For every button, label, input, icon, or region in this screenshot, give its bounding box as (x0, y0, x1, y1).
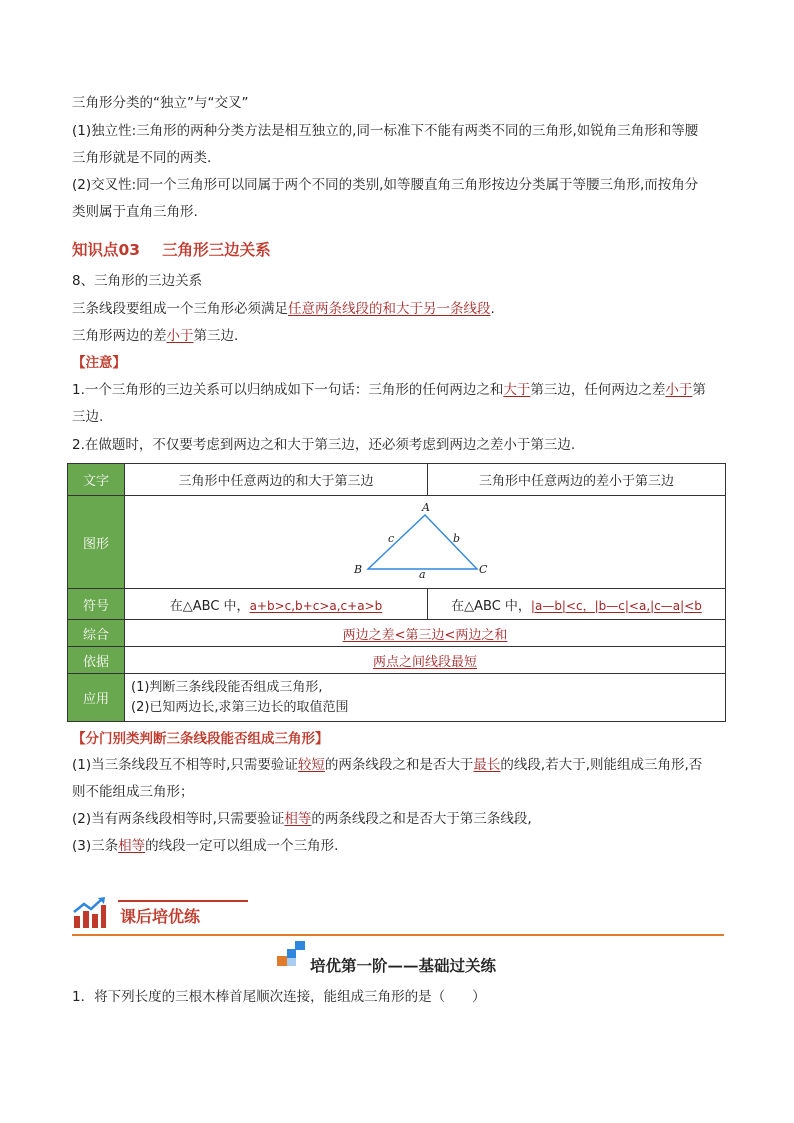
note-label: 【注意】 (72, 355, 126, 371)
row-header-symbol: 符号 (68, 589, 125, 620)
summary-text: 两边之差<第三边<两边之和 (342, 627, 508, 643)
symbol-sum-prefix: 在△ABC 中， (169, 598, 250, 614)
after-class-accent-bar (118, 900, 248, 902)
intro-paragraph-2-line-2: 类则属于直角三角形. (72, 204, 198, 220)
triangle-relation-table (67, 463, 726, 722)
method-1-answer-1: 较短 (297, 757, 325, 773)
side-c-label: c (388, 531, 395, 545)
row-header-application: 应用 (68, 674, 125, 722)
rule-diff-answer: 小于 (166, 328, 194, 344)
method-3-end: 的线段一定可以组成一个三角形. (145, 838, 339, 854)
side-b-label: b (453, 531, 461, 545)
symbol-diff-prefix: 在△ABC 中， (451, 598, 531, 614)
after-class-title: 课后培优练 (120, 907, 201, 926)
section-name: 三角形三边关系 (162, 241, 271, 259)
intro-heading: 三角形分类的“独立”与“交叉” (72, 95, 249, 111)
item-8-heading: 8、三角形的三边关系 (72, 273, 203, 289)
vertex-c-label: C (479, 562, 488, 576)
table-row-summary (68, 620, 726, 647)
table-row-symbol (68, 589, 726, 620)
rule-diff-end: 第三边． (193, 328, 248, 344)
rule-difference (72, 326, 248, 346)
method-3-answer: 相等 (118, 838, 146, 854)
basis-cell (125, 647, 726, 674)
method-1-end: 的线段,若大于,则能组成三角形,否 (500, 757, 703, 773)
method-1-line-1 (72, 755, 702, 775)
note-1-answer-2: 小于 (665, 382, 693, 398)
note-2: 2.在做题时，不仅要考虑到两边之和大于第三边，还必须考虑到两边之差小于第三边. (72, 437, 576, 453)
section-title (72, 240, 271, 260)
table-row-figure (68, 496, 726, 589)
method-2 (72, 809, 532, 829)
text-difference-cell: 三角形中任意两边的差小于第三边 (428, 464, 726, 496)
stage-title: 培优第一阶——基础过关练 (310, 956, 497, 975)
text-sum-cell: 三角形中任意两边的和大于第三边 (125, 464, 428, 496)
vertex-b-label: B (354, 562, 363, 576)
row-header-summary: 综合 (68, 620, 125, 647)
application-line-1: (1)判断三条线段能否组成三角形, (131, 679, 323, 695)
note-1-line-2: 三边. (72, 409, 104, 425)
row-header-basis: 依据 (68, 647, 125, 674)
table-row-text (68, 464, 726, 496)
application-cell (125, 674, 726, 722)
method-1-line-2: 则不能组成三角形； (72, 784, 194, 800)
intro-paragraph-1-line-2: 三角形就是不同的两类. (72, 150, 212, 166)
application-line-2: (2)已知两边长,求第三边长的取值范围 (131, 699, 349, 715)
rule-sum-end: . (490, 301, 495, 317)
note-1-line-1 (72, 380, 706, 400)
table-row-basis (68, 647, 726, 674)
rule-sum (72, 299, 495, 319)
question-1: 1．将下列长度的三根木棒首尾顺次连接，能组成三角形的是（ ） (72, 989, 486, 1005)
method-1-text: (1)当三条线段互不相等时,只需要验证 (72, 757, 298, 773)
note-1-mid: 第三边，任何两边之差 (530, 382, 666, 398)
intro-paragraph-1-line-1: (1)独立性:三角形的两种分类方法是相互独立的,同一标准下不能有两类不同的三角形,如锐角三角形和等腰 (72, 123, 699, 139)
symbol-sum-cell (125, 589, 428, 620)
stairs-icon (276, 940, 306, 968)
method-2-text: (2)当有两条线段相等时,只需要验证 (72, 811, 285, 827)
figure-cell (125, 496, 726, 589)
note-1-answer-1: 大于 (503, 382, 531, 398)
method-1-mid: 的两条线段之和是否大于 (324, 757, 474, 773)
triangle-figure (125, 497, 725, 588)
row-header-figure: 图形 (68, 496, 125, 589)
basis-text: 两点之间线段最短 (372, 654, 477, 670)
rule-sum-text: 三条线段要组成一个三角形必须满足 (72, 301, 288, 317)
section-number: 知识点03 (72, 241, 141, 259)
symbol-diff-formula: |a—b|<c，|b—c|<a,|c—a|<b (530, 598, 702, 613)
symbol-difference-cell (428, 589, 726, 620)
row-header-text: 文字 (68, 464, 125, 496)
triangle-shape (368, 515, 477, 569)
intro-paragraph-2-line-1: (2)交叉性:同一个三角形可以同属于两个不同的类别,如等腰直角三角形按边分类属于等腰三角形,而按角分 (72, 177, 699, 193)
side-a-label: a (419, 567, 426, 581)
growth-chart-icon (72, 896, 108, 932)
note-1-text: 1.一个三角形的三边关系可以归纳成如下一句话：三角形的任何两边之和 (72, 382, 504, 398)
rule-sum-answer: 任意两条线段的和大于另一条线段 (288, 301, 491, 317)
vertex-a-label: A (422, 500, 430, 514)
symbol-sum-formula: a+b>c,b+c>a,c+a>b (249, 598, 383, 613)
summary-cell (125, 620, 726, 647)
note-1-end: 第 (692, 382, 706, 398)
method-3-text: (3)三条 (72, 838, 119, 854)
method-3 (72, 836, 338, 856)
after-class-rule (72, 934, 724, 936)
rule-diff-text: 三角形两边的差 (72, 328, 167, 344)
method-label: 【分门别类判断三条线段能否组成三角形】 (72, 731, 329, 747)
table-row-application (68, 674, 726, 722)
method-2-end: 的两条线段之和是否大于第三条线段, (311, 811, 532, 827)
method-2-answer: 相等 (284, 811, 312, 827)
method-1-answer-2: 最长 (473, 757, 501, 773)
